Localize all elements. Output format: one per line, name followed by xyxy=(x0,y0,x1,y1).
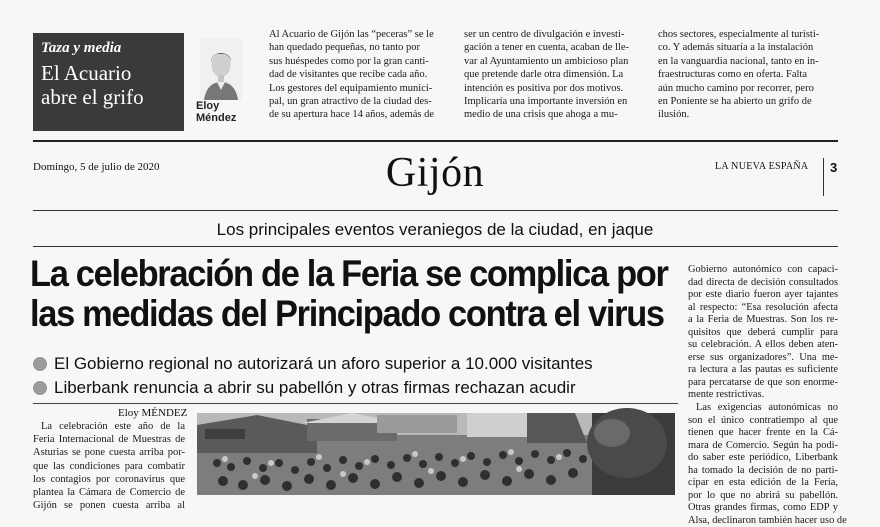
text-line: por lo que no abrirá su pabellón. xyxy=(688,489,838,501)
author-name xyxy=(196,100,252,124)
column-title-line: El Acuario xyxy=(41,61,132,85)
issue-date: Domingo, 5 de julio de 2020 xyxy=(33,161,160,173)
bullet-text: El Gobierno regional no autorizará un aforo superior a 10.000 visitantes xyxy=(54,354,593,373)
text-line: Al Acuario de Gijón las “peceras” se le xyxy=(269,29,434,40)
text-line: a la Feria de Muestras. Son los re- xyxy=(688,314,838,326)
text-line: que pretende darle otra dimensión. La xyxy=(464,69,624,81)
opinion-column-box xyxy=(33,33,184,131)
text-line: ilusión. xyxy=(658,109,690,121)
text-line: co. Y además situaría a la instalación xyxy=(658,42,814,54)
text-line: que las condiciones para combatir xyxy=(33,460,185,472)
text-line: dad directa de decisión consultados xyxy=(688,276,838,288)
article-byline: Eloy MÉNDEZ xyxy=(118,407,188,419)
text-line: Gijón se ponen cuesta arriba al xyxy=(33,500,185,512)
text-line: cipar en esta edición de la Feria, xyxy=(688,477,838,489)
opinion-text-column-3 xyxy=(658,28,838,122)
top-divider xyxy=(33,140,838,142)
article-body-right xyxy=(688,264,847,527)
section-title: Gijón xyxy=(385,150,485,196)
folio-divider xyxy=(33,210,838,211)
text-line: por este diario fueron ayer tajantes xyxy=(688,289,838,301)
folio-separator xyxy=(823,158,824,196)
column-title-line: abre el grifo xyxy=(41,85,144,109)
text-line: plantea la Cámara de Comercio de xyxy=(33,487,185,499)
text-line: su celebración. A ellos deben aten- xyxy=(688,339,838,351)
opinion-text-column-1 xyxy=(269,28,449,122)
text-line: ha tomado la decisión de no parti- xyxy=(688,464,838,476)
text-line: en la vanguardia nacional, tanto en in- xyxy=(658,55,819,67)
page-number: 3 xyxy=(830,160,838,175)
text-line: erse sus organizadores”. Una me- xyxy=(688,351,838,363)
text-line: ser un centro de divulgación e investi- xyxy=(464,29,625,40)
article-body-left xyxy=(33,420,185,512)
article-bullets xyxy=(33,352,683,400)
bullet-item xyxy=(33,376,683,400)
text-line: intención es positiva por dos motivos. xyxy=(464,82,624,94)
text-line: La celebración este año de la xyxy=(41,421,185,432)
headline-line: las medidas del Principado contra el virus xyxy=(30,293,664,334)
text-line: mente restrictivas. xyxy=(688,389,765,401)
bullets-divider xyxy=(33,403,678,404)
text-line: sus huéspedes como por la gran canti- xyxy=(269,55,429,67)
text-line: Gobierno autonómico con capaci- xyxy=(688,264,838,275)
article-headline xyxy=(30,253,668,334)
text-line: son el único contratiempo al que xyxy=(688,414,838,426)
text-line: chos sectores, especialmente al turísti- xyxy=(658,29,820,40)
text-line: Otras grandes firmas, como EDP y xyxy=(688,502,838,514)
text-line: mara de Comercio. Según ha podi- xyxy=(688,439,838,451)
kicker-divider xyxy=(33,246,838,247)
text-line: fraestructuras como en oferta. Falta xyxy=(658,69,807,81)
text-line: aún mucho camino por recorrer, pero xyxy=(658,82,814,94)
opinion-text-column-2 xyxy=(464,28,644,122)
text-line: al respecto: “Esa resolución afecta xyxy=(688,301,838,313)
text-line: para percatarse de que son enorme- xyxy=(688,376,838,388)
text-line: var al Ayuntamiento un ambicioso plan xyxy=(464,55,629,67)
text-line: han quedado pequeñas, no tanto por xyxy=(269,42,421,54)
text-line: gación a tener en cuenta, acaban de lle- xyxy=(464,42,629,54)
text-line: tienen que hacer frente en la Cá- xyxy=(688,427,838,439)
bullet-item xyxy=(33,352,683,376)
newspaper-name: LA NUEVA ESPAÑA xyxy=(715,161,809,172)
text-line: Feria Internacional de Muestras de xyxy=(33,434,185,446)
text-line: en Poniente se ha abierto un grifo de xyxy=(658,96,812,108)
bullet-text: Liberbank renuncia a abrir su pabellón y otras firmas rechazan acudir xyxy=(54,378,576,397)
text-line: Los gestores del equipamiento munici- xyxy=(269,82,433,94)
bullet-dot-icon xyxy=(33,357,47,371)
text-line: do saber este periódico, Liberbank xyxy=(688,452,838,464)
article-kicker: Los principales eventos veraniegos de la ciudad, en jaque xyxy=(216,220,654,239)
author-last-name: Méndez xyxy=(196,112,237,124)
text-line: Las exigencias autonómicas no xyxy=(696,402,838,414)
text-line: Alsa, declinaron también hacer uso de xyxy=(688,514,847,526)
headline-line: La celebración de la Feria se complica por xyxy=(30,253,668,294)
text-line: los contagios por coronavirus que xyxy=(33,473,185,485)
text-line: ra lectura a las pautas es suficiente xyxy=(688,364,838,376)
fair-crowd-photo xyxy=(197,413,675,495)
text-line: de su apertura hace 14 años, además de xyxy=(269,109,435,121)
text-line: dad de visitantes que recibe cada año. xyxy=(269,69,428,81)
author-portrait xyxy=(200,38,242,100)
text-line: quisitos que deberá cumplir para xyxy=(688,326,838,338)
text-line: Implicaría una importante inversión en xyxy=(464,96,628,108)
text-line: medio de una crisis que ahoga a mu- xyxy=(464,109,618,121)
column-kicker: Taza y media xyxy=(41,40,122,56)
text-line: Asturias se pone cuesta arriba por- xyxy=(33,447,185,459)
column-title xyxy=(41,61,176,109)
bullet-dot-icon xyxy=(33,381,47,395)
text-line: pal, un gran atractivo de la ciudad des- xyxy=(269,96,432,108)
author-first-name: Eloy xyxy=(196,100,220,112)
